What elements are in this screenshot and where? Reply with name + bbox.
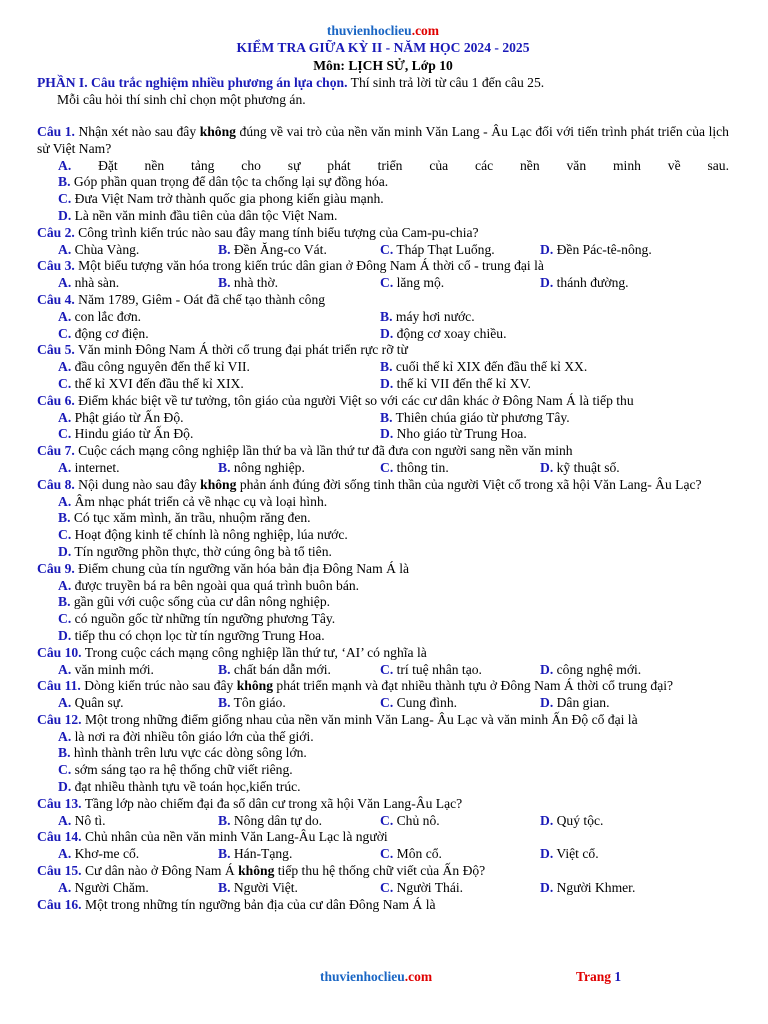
question-stem [37, 292, 729, 309]
answer-option[interactable] [58, 846, 218, 863]
option-label: B. [218, 241, 231, 257]
option-text: gần gũi với cuộc sống của cư dân nông nghiệp. [70, 594, 331, 610]
answer-option[interactable] [218, 846, 380, 863]
question-text: Một trong những tín ngưỡng bản địa của cư dân Đông Nam Á là [81, 896, 436, 912]
answer-option[interactable] [380, 410, 570, 427]
option-text: Hindu giáo từ Ấn Độ. [71, 426, 194, 442]
option-label: D. [540, 241, 554, 257]
answer-option[interactable] [37, 544, 729, 561]
options-row [37, 326, 729, 343]
option-text: tiếp thu có chọn lọc từ tín ngưỡng Trung Hoa. [71, 627, 325, 643]
option-label: C. [380, 812, 394, 828]
question-emphasis: không [199, 124, 236, 139]
option-text: internet. [71, 459, 120, 475]
answer-option[interactable] [380, 242, 540, 259]
answer-option[interactable] [540, 242, 652, 259]
answer-option[interactable] [37, 729, 729, 746]
answer-option[interactable] [37, 158, 729, 175]
option-text: Phật giáo từ Ấn Độ. [71, 409, 184, 425]
answer-option[interactable] [380, 695, 540, 712]
answer-option[interactable] [58, 275, 218, 292]
answer-option[interactable] [37, 510, 729, 527]
options-row [37, 426, 729, 443]
option-label: B. [218, 879, 231, 895]
option-text: công nghệ mới. [553, 661, 642, 677]
answer-option[interactable] [540, 460, 620, 477]
options-row [37, 275, 729, 292]
answer-option[interactable] [37, 779, 729, 796]
option-label: C. [380, 459, 394, 475]
option-label: A. [58, 241, 72, 257]
option-text: Tín ngưỡng phồn thực, thờ cúng ông bà tổ tiên. [71, 543, 332, 559]
question-number: Câu 5. [37, 342, 75, 358]
question-text: Điểm chung của tín ngưỡng văn hóa bản địa Đông Nam Á là [74, 560, 410, 576]
answer-option[interactable] [380, 846, 540, 863]
question-text-end: đúng về vai trò của nền văn minh Văn Lang - Âu Lạc đối với tiến trình phát triển của lịch sử Việt Nam? [37, 124, 729, 156]
option-text: thế kỉ VII đến thế kỉ XV. [393, 375, 531, 391]
question-list [37, 124, 729, 913]
question-number: Câu 13. [37, 795, 82, 811]
question-number: Câu 4. [37, 291, 75, 307]
question-emphasis: không [238, 863, 275, 879]
option-label: D. [380, 426, 394, 442]
option-label: D. [540, 879, 554, 895]
option-label: D. [540, 695, 554, 711]
answer-option[interactable] [37, 628, 729, 645]
option-text: động cơ xoay chiều. [393, 325, 507, 341]
question-stem [37, 124, 729, 158]
option-label: A. [58, 493, 72, 509]
option-label: B. [218, 846, 231, 862]
option-text: Là nền văn minh đầu tiên của dân tộc Việt Nam. [71, 207, 338, 223]
option-text: cuối thế kỉ XIX đến đầu thế kỉ XX. [392, 359, 588, 375]
options-row [37, 376, 729, 393]
question-stem [37, 225, 729, 242]
option-text: thế kỉ XVI đến đầu thế kỉ XIX. [71, 375, 244, 391]
option-label: C. [58, 375, 72, 391]
answer-option[interactable] [380, 880, 540, 897]
option-label: D. [540, 846, 554, 862]
question-number: Câu 7. [37, 443, 75, 459]
question-number: Câu 11. [37, 678, 81, 694]
option-text: Đặt nền tảng cho sự phát triển của các nền văn minh về sau. [71, 157, 729, 173]
option-text: nhà thờ. [230, 275, 279, 291]
option-text: sớm sáng tạo ra hệ thống chữ viết riêng. [71, 762, 293, 778]
answer-option[interactable] [218, 813, 380, 830]
option-text: Âm nhạc phát triển cả về nhạc cụ và loại hình. [71, 493, 328, 509]
option-label: B. [58, 174, 71, 190]
question-text: Dòng kiến trúc nào sau đây [80, 678, 237, 694]
answer-option[interactable] [58, 326, 380, 343]
answer-option[interactable] [380, 359, 587, 376]
options-row [37, 880, 729, 897]
answer-option[interactable] [58, 695, 218, 712]
answer-option[interactable] [58, 662, 218, 679]
answer-option[interactable] [58, 359, 380, 376]
option-label: D. [58, 779, 72, 795]
option-text: nông nghiệp. [230, 459, 305, 475]
option-label: D. [58, 543, 72, 559]
answer-option[interactable] [37, 611, 729, 628]
question-number: Câu 10. [37, 644, 82, 660]
option-label: A. [58, 577, 72, 593]
option-text: Quý tộc. [553, 812, 604, 828]
question-stem [37, 258, 729, 275]
option-label: B. [218, 695, 231, 711]
question-stem [37, 863, 729, 880]
options-row [37, 846, 729, 863]
question-number: Câu 16. [37, 896, 82, 912]
answer-option[interactable] [37, 174, 729, 191]
option-text: Môn cổ. [393, 846, 442, 862]
option-label: B. [58, 745, 71, 761]
question-number: Câu 6. [37, 392, 75, 408]
question-stem [37, 712, 729, 729]
question-number: Câu 14. [37, 829, 82, 845]
option-text: Nô tì. [71, 812, 106, 828]
option-text: là nơi ra đời nhiều tôn giáo lớn của thế giới. [71, 728, 314, 744]
option-text: nhà sàn. [71, 275, 120, 291]
question-stem [37, 477, 729, 494]
option-text: Có tục xăm mình, ăn trầu, nhuộm răng đen. [70, 510, 311, 526]
answer-option[interactable] [540, 880, 635, 897]
option-text: Tháp Thạt Luổng. [393, 241, 495, 257]
exam-page [37, 22, 729, 913]
question-text: Năm 1789, Giêm - Oát đã chế tạo thành công [74, 291, 326, 307]
option-label: D. [58, 207, 72, 223]
option-label: B. [218, 812, 231, 828]
question-stem [37, 342, 729, 359]
option-label: C. [58, 191, 72, 207]
question-text: Tầng lớp nào chiếm đại đa số dân cư trong xã hội Văn Lang-Âu Lạc? [81, 795, 463, 811]
question-stem [37, 443, 729, 460]
option-label: B. [218, 275, 231, 291]
option-label: C. [380, 241, 394, 257]
option-label: A. [58, 359, 72, 375]
question-number: Câu 3. [37, 258, 75, 274]
option-label: D. [58, 627, 72, 643]
option-label: B. [218, 661, 231, 677]
option-label: C. [58, 762, 72, 778]
question-text: Nhận xét nào sau đây [74, 124, 200, 139]
option-text: Dân gian. [553, 695, 610, 711]
answer-option[interactable] [380, 309, 475, 326]
question-stem [37, 645, 729, 662]
option-label: A. [58, 812, 72, 828]
option-text: trí tuệ nhân tạo. [393, 661, 482, 677]
page-number: Trang 1 [576, 969, 622, 984]
question-text: Công trình kiến trúc nào sau đây mang tính biểu tượng của Cam-pu-chia? [74, 224, 479, 240]
answer-option[interactable] [37, 762, 729, 779]
footer-site: thuvienhoclieu.com [320, 969, 433, 984]
site-header: thuvienhoclieu.com [326, 23, 440, 38]
option-text: Hán-Tạng. [230, 846, 293, 862]
option-label: D. [540, 459, 554, 475]
answer-option[interactable] [37, 527, 729, 544]
question-emphasis: không [236, 678, 274, 694]
option-label: B. [380, 308, 393, 324]
options-row [37, 242, 729, 259]
options-row [37, 309, 729, 326]
option-label: A. [58, 728, 72, 744]
exam-title: KIỂM TRA GIỮA KỲ II - NĂM HỌC 2024 - 2025 [236, 40, 530, 55]
question-text: Cuộc cách mạng công nghiệp lần thứ ba và lần thứ tư đã đưa con người sang nền văn minh [74, 443, 573, 459]
option-text: có nguồn gốc từ những tín ngưỡng phương Tây. [71, 611, 336, 627]
option-text: Người Thái. [393, 879, 464, 895]
answer-option[interactable] [380, 275, 540, 292]
question-text: Điểm khác biệt về tư tưởng, tôn giáo của người Việt so với các cư dân khác ở Đông Nam Á là tiếp thu [74, 392, 634, 408]
option-label: A. [58, 846, 72, 862]
option-text: Người Việt. [230, 879, 298, 895]
question-text: Chủ nhân của nền văn minh Văn Lang-Âu Lạc là người [81, 829, 388, 845]
answer-option[interactable] [380, 813, 540, 830]
question-stem [37, 678, 729, 695]
option-text: Khơ-me cổ. [71, 846, 140, 862]
answer-option[interactable] [540, 275, 629, 292]
option-label: C. [380, 879, 394, 895]
option-label: B. [380, 409, 393, 425]
option-label: D. [380, 375, 394, 391]
option-text: thánh đường. [553, 275, 629, 291]
option-text: Quân sự. [71, 695, 124, 711]
answer-option[interactable] [58, 460, 218, 477]
option-label: B. [218, 459, 231, 475]
option-text: Chùa Vàng. [71, 241, 140, 257]
answer-option[interactable] [37, 208, 729, 225]
answer-option[interactable] [37, 191, 729, 208]
question-emphasis: không [200, 476, 237, 492]
option-text: thông tin. [393, 459, 449, 475]
option-text: kỹ thuật số. [553, 459, 620, 475]
option-label: B. [58, 594, 71, 610]
answer-option[interactable] [540, 813, 603, 830]
option-label: A. [58, 661, 72, 677]
option-label: A. [58, 879, 72, 895]
question-stem [37, 897, 729, 914]
answer-option[interactable] [380, 426, 527, 443]
answer-option[interactable] [380, 326, 506, 343]
option-label: D. [540, 661, 554, 677]
option-label: A. [58, 459, 72, 475]
question-text-end: phản ánh đúng đời sống tinh thần của người Việt cổ trong xã hội Văn Lang- Âu Lạc? [236, 476, 702, 492]
option-text: Hoạt động kinh tế chính là nông nghiệp, lúa nước. [71, 527, 348, 543]
option-label: C. [380, 695, 394, 711]
option-label: C. [58, 426, 72, 442]
option-text: Tôn giáo. [230, 695, 286, 711]
option-label: D. [540, 275, 554, 291]
page-footer [0, 969, 768, 987]
options-row [37, 695, 729, 712]
answer-option[interactable] [58, 410, 380, 427]
question-number: Câu 1. [37, 124, 75, 139]
option-text: hình thành trên lưu vực các dòng sông lớn. [70, 745, 307, 761]
answer-option[interactable] [58, 309, 380, 326]
option-label: D. [380, 325, 394, 341]
option-text: được truyền bá ra bên ngoài qua quá trình buôn bán. [71, 577, 360, 593]
option-text: chất bán dẫn mới. [230, 661, 331, 677]
options-row [37, 813, 729, 830]
answer-option[interactable] [37, 494, 729, 511]
option-text: Người Chăm. [71, 879, 149, 895]
options-row [37, 662, 729, 679]
question-text-end: phát triển mạnh và đạt nhiều thành tựu ở Đông Nam Á thời cổ trung đại? [273, 678, 674, 694]
answer-option[interactable] [58, 813, 218, 830]
answer-option[interactable] [380, 376, 531, 393]
options-row [37, 460, 729, 477]
answer-option[interactable] [540, 662, 641, 679]
question-number: Câu 8. [37, 476, 75, 492]
question-number: Câu 12. [37, 711, 82, 727]
option-label: C. [380, 846, 394, 862]
answer-option[interactable] [380, 460, 540, 477]
answer-option[interactable] [218, 695, 380, 712]
answer-option[interactable] [37, 594, 729, 611]
option-label: C. [380, 661, 394, 677]
option-label: A. [58, 409, 72, 425]
question-text: Một trong những điểm giống nhau của nền văn minh Văn Lang- Âu Lạc và văn minh Ấn Độ cổ đại là [81, 711, 638, 727]
option-text: Cung đình. [393, 695, 458, 711]
option-text: con lắc đơn. [71, 308, 142, 324]
answer-option[interactable] [218, 880, 380, 897]
answer-option[interactable] [540, 695, 609, 712]
option-label: A. [58, 275, 72, 291]
option-text: Người Khmer. [553, 879, 636, 895]
answer-option[interactable] [218, 242, 380, 259]
question-text: Trong cuộc cách mạng công nghiệp lần thứ tư, ‘AI’ có nghĩa là [81, 644, 427, 660]
question-text: Nội dung nào sau đây [74, 476, 201, 492]
options-row [37, 359, 729, 376]
option-text: Đền Ăng-co Vát. [230, 241, 327, 257]
part-note: Mỗi câu hỏi thí sinh chỉ chọn một phương án. [57, 92, 306, 107]
option-text: Nho giáo từ Trung Hoa. [393, 426, 527, 442]
option-text: lăng mộ. [393, 275, 445, 291]
question-number: Câu 9. [37, 560, 75, 576]
option-text: Việt cổ. [553, 846, 599, 862]
part-heading: PHẦN I. Câu trắc nghiệm nhiều phương án lựa chọn. Thí sinh trả lời từ câu 1 đến câu 25. [37, 75, 545, 90]
answer-option[interactable] [58, 880, 218, 897]
option-label: A. [58, 157, 72, 173]
answer-option[interactable] [37, 745, 729, 762]
option-text: máy hơi nước. [392, 308, 475, 324]
option-text: Góp phần quan trọng để dân tộc ta chống lại sự đồng hóa. [70, 174, 389, 190]
answer-option[interactable] [380, 662, 540, 679]
option-text: đầu công nguyên đến thế kỉ VII. [71, 359, 250, 375]
question-stem [37, 393, 729, 410]
option-text: Chủ nô. [393, 812, 440, 828]
option-label: D. [540, 812, 554, 828]
option-label: C. [380, 275, 394, 291]
option-text: đạt nhiều thành tựu về toán học,kiến trúc. [71, 779, 301, 795]
options-row [37, 410, 729, 427]
option-label: C. [58, 527, 72, 543]
question-text-end: tiếp thu hệ thống chữ viết của Ấn Độ? [274, 863, 486, 879]
option-label: A. [58, 695, 72, 711]
answer-option[interactable] [218, 662, 380, 679]
answer-option[interactable] [218, 275, 380, 292]
option-label: A. [58, 308, 72, 324]
answer-option[interactable] [540, 846, 599, 863]
answer-option[interactable] [58, 242, 218, 259]
option-label: C. [58, 325, 72, 341]
answer-option[interactable] [37, 578, 729, 595]
question-text: Một biểu tượng văn hóa trong kiến trúc dân gian ở Đông Nam Á thời cổ - trung đại là [74, 258, 544, 274]
answer-option[interactable] [218, 460, 380, 477]
answer-option[interactable] [58, 376, 380, 393]
question-stem [37, 561, 729, 578]
answer-option[interactable] [58, 426, 380, 443]
option-label: C. [58, 611, 72, 627]
question-stem [37, 829, 729, 846]
question-number: Câu 2. [37, 224, 75, 240]
option-text: văn minh mới. [71, 661, 154, 677]
question-text: Cư dân nào ở Đông Nam Á [81, 863, 239, 879]
question-number: Câu 15. [37, 863, 82, 879]
option-text: Đưa Việt Nam trở thành quốc gia phong kiến giàu mạnh. [71, 191, 384, 207]
option-label: B. [58, 510, 71, 526]
option-label: B. [380, 359, 393, 375]
option-text: Nông dân tự do. [230, 812, 323, 828]
option-text: Đền Pác-tê-nông. [553, 241, 652, 257]
exam-subject: Môn: LỊCH SỬ, Lớp 10 [313, 58, 453, 73]
question-text: Văn minh Đông Nam Á thời cổ trung đại phát triển rực rỡ từ [74, 342, 408, 358]
option-text: Thiên chúa giáo từ phương Tây. [392, 409, 570, 425]
question-stem [37, 796, 729, 813]
option-text: động cơ điện. [71, 325, 149, 341]
